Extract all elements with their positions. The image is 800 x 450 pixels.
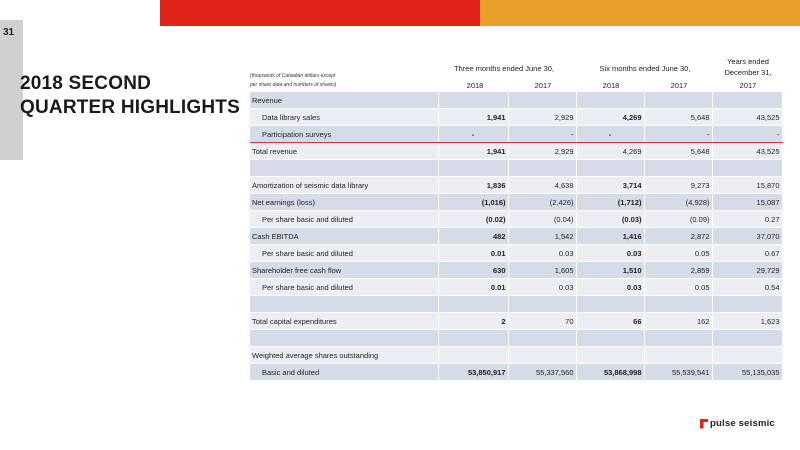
table-row-weighted-average-shares — [250, 347, 782, 364]
cell — [644, 160, 712, 177]
cell — [508, 92, 576, 109]
cell: 0.01 — [438, 245, 508, 262]
header-years-ended — [713, 56, 783, 78]
header-col-4: 2017 — [670, 81, 688, 90]
table-row-shareholder-free-cash-flow — [250, 262, 782, 279]
cell: 4,638 — [508, 177, 576, 194]
header-col-5: 2017 — [739, 81, 757, 90]
pulse-logo-icon — [700, 419, 708, 429]
cell: 0.03 — [576, 245, 644, 262]
cell: 1,605 — [508, 262, 576, 279]
cell: 2,929 — [508, 143, 576, 160]
cell: 55,539,541 — [644, 364, 712, 381]
cell: (0.03) — [576, 211, 644, 228]
cell: 0.05 — [644, 279, 712, 296]
cell — [712, 160, 782, 177]
cell: 2,872 — [644, 228, 712, 245]
row-label — [250, 160, 438, 177]
cell: 66 — [576, 313, 644, 330]
table-row-spacer — [250, 330, 782, 347]
header-col-1: 2018 — [466, 81, 484, 90]
cell — [644, 347, 712, 364]
cell: 630 — [438, 262, 508, 279]
row-label: Shareholder free cash flow — [250, 262, 438, 279]
cell: 4,269 — [576, 109, 644, 126]
cell: 1,416 — [576, 228, 644, 245]
cell — [712, 330, 782, 347]
cell: 53,850,917 — [438, 364, 508, 381]
cell — [576, 330, 644, 347]
table-row-data-library-sales — [250, 109, 782, 126]
top-bar-orange — [480, 0, 800, 26]
cell — [508, 296, 576, 313]
cell: 1,542 — [508, 228, 576, 245]
row-label: Weighted average shares outstanding — [250, 347, 438, 364]
page-number: 31 — [3, 27, 15, 38]
cell: 43,525 — [712, 143, 782, 160]
cell: 1,623 — [712, 313, 782, 330]
cell: 162 — [644, 313, 712, 330]
cell: 2,929 — [508, 109, 576, 126]
header-years-line-1: Years ended — [727, 57, 769, 66]
cell: 15,087 — [712, 194, 782, 211]
row-label: Amortization of seismic data library — [250, 177, 438, 194]
cell: 1,941 — [438, 143, 508, 160]
cell: 29,729 — [712, 262, 782, 279]
table-row-per-share-net-earnings — [250, 211, 782, 228]
row-label — [250, 330, 438, 347]
row-label: Net earnings (loss) — [250, 194, 438, 211]
row-label: Data library sales — [250, 109, 438, 126]
row-label: Cash EBITDA — [250, 228, 438, 245]
cell: 2,859 — [644, 262, 712, 279]
cell: 37,070 — [712, 228, 782, 245]
table-row-amortization — [250, 177, 782, 194]
cell: 15,870 — [712, 177, 782, 194]
header-three-months: Three months ended June 30, — [453, 64, 555, 73]
cell — [576, 347, 644, 364]
cell: (1,712) — [576, 194, 644, 211]
cell: 0.27 — [712, 211, 782, 228]
cell: 70 — [508, 313, 576, 330]
table-row-basic-and-diluted — [250, 364, 782, 381]
cell: - — [576, 126, 644, 143]
cell: - — [508, 126, 576, 143]
cell: 0.05 — [644, 245, 712, 262]
cell: 3,714 — [576, 177, 644, 194]
cell: (1,016) — [438, 194, 508, 211]
logo-text: pulse seismic — [710, 418, 775, 429]
units-note-line-1: (thousands of Canadian dollars except — [250, 73, 336, 79]
cell: 1,941 — [438, 109, 508, 126]
cell: 0.54 — [712, 279, 782, 296]
cell — [644, 92, 712, 109]
header-six-months: Six months ended June 30, — [599, 64, 691, 73]
row-label: Total capital expenditures — [250, 313, 438, 330]
cell: - — [644, 126, 712, 143]
cell — [438, 330, 508, 347]
cell: 0.03 — [508, 245, 576, 262]
cell — [576, 296, 644, 313]
table-row-total-revenue — [250, 143, 782, 160]
cell — [644, 330, 712, 347]
financial-table — [250, 92, 783, 381]
header-col-2: 2017 — [534, 81, 552, 90]
cell: 53,868,998 — [576, 364, 644, 381]
row-label — [250, 296, 438, 313]
table-row-net-earnings — [250, 194, 782, 211]
cell: 0.01 — [438, 279, 508, 296]
row-label: Revenue — [250, 92, 438, 109]
units-note-line-2: per share data and numbers of shares) — [250, 82, 337, 88]
row-label: Per share basic and diluted — [250, 279, 438, 296]
cell: (0.09) — [644, 211, 712, 228]
header-years-line-2: December 31, — [724, 68, 772, 77]
table-row-spacer — [250, 160, 782, 177]
cell: (0.02) — [438, 211, 508, 228]
cell — [712, 347, 782, 364]
cell: - — [438, 126, 508, 143]
title-line-1: 2018 SECOND — [20, 73, 152, 94]
cell — [644, 296, 712, 313]
cell — [438, 296, 508, 313]
row-label: Per share basic and diluted — [250, 245, 438, 262]
cell: 9,273 — [644, 177, 712, 194]
cell — [508, 330, 576, 347]
cell — [438, 92, 508, 109]
units-note — [250, 72, 370, 90]
table-row-spacer — [250, 296, 782, 313]
cell: 4,269 — [576, 143, 644, 160]
row-label: Per share basic and diluted — [250, 211, 438, 228]
cell: 1,836 — [438, 177, 508, 194]
cell — [508, 347, 576, 364]
cell — [712, 296, 782, 313]
page-title — [20, 72, 240, 120]
header-col-3: 2018 — [602, 81, 620, 90]
cell: 5,648 — [644, 109, 712, 126]
cell: 43,525 — [712, 109, 782, 126]
top-bar-red — [160, 0, 480, 26]
table-row-participation-surveys — [250, 126, 782, 143]
cell: 55,337,560 — [508, 364, 576, 381]
table-row-revenue — [250, 92, 782, 109]
cell: 0.03 — [576, 279, 644, 296]
cell — [712, 92, 782, 109]
title-line-2: QUARTER HIGHLIGHTS — [20, 97, 240, 118]
row-label: Total revenue — [250, 143, 438, 160]
row-label: Basic and diluted — [250, 364, 438, 381]
cell: 2 — [438, 313, 508, 330]
cell — [438, 347, 508, 364]
cell: (2,426) — [508, 194, 576, 211]
row-label: Participation surveys — [250, 126, 438, 143]
cell: 5,648 — [644, 143, 712, 160]
cell: (0.04) — [508, 211, 576, 228]
cell: 482 — [438, 228, 508, 245]
table-row-cash-ebitda — [250, 228, 782, 245]
cell: 0.67 — [712, 245, 782, 262]
table-row-total-capex — [250, 313, 782, 330]
cell — [438, 160, 508, 177]
cell: (4,928) — [644, 194, 712, 211]
cell: - — [712, 126, 782, 143]
cell — [508, 160, 576, 177]
cell: 0.03 — [508, 279, 576, 296]
cell — [576, 92, 644, 109]
cell: 1,510 — [576, 262, 644, 279]
table-row-per-share-cash-ebitda — [250, 245, 782, 262]
table-row-per-share-free-cash-flow — [250, 279, 782, 296]
cell — [576, 160, 644, 177]
pulse-seismic-logo — [700, 418, 775, 429]
cell: 55,135,035 — [712, 364, 782, 381]
